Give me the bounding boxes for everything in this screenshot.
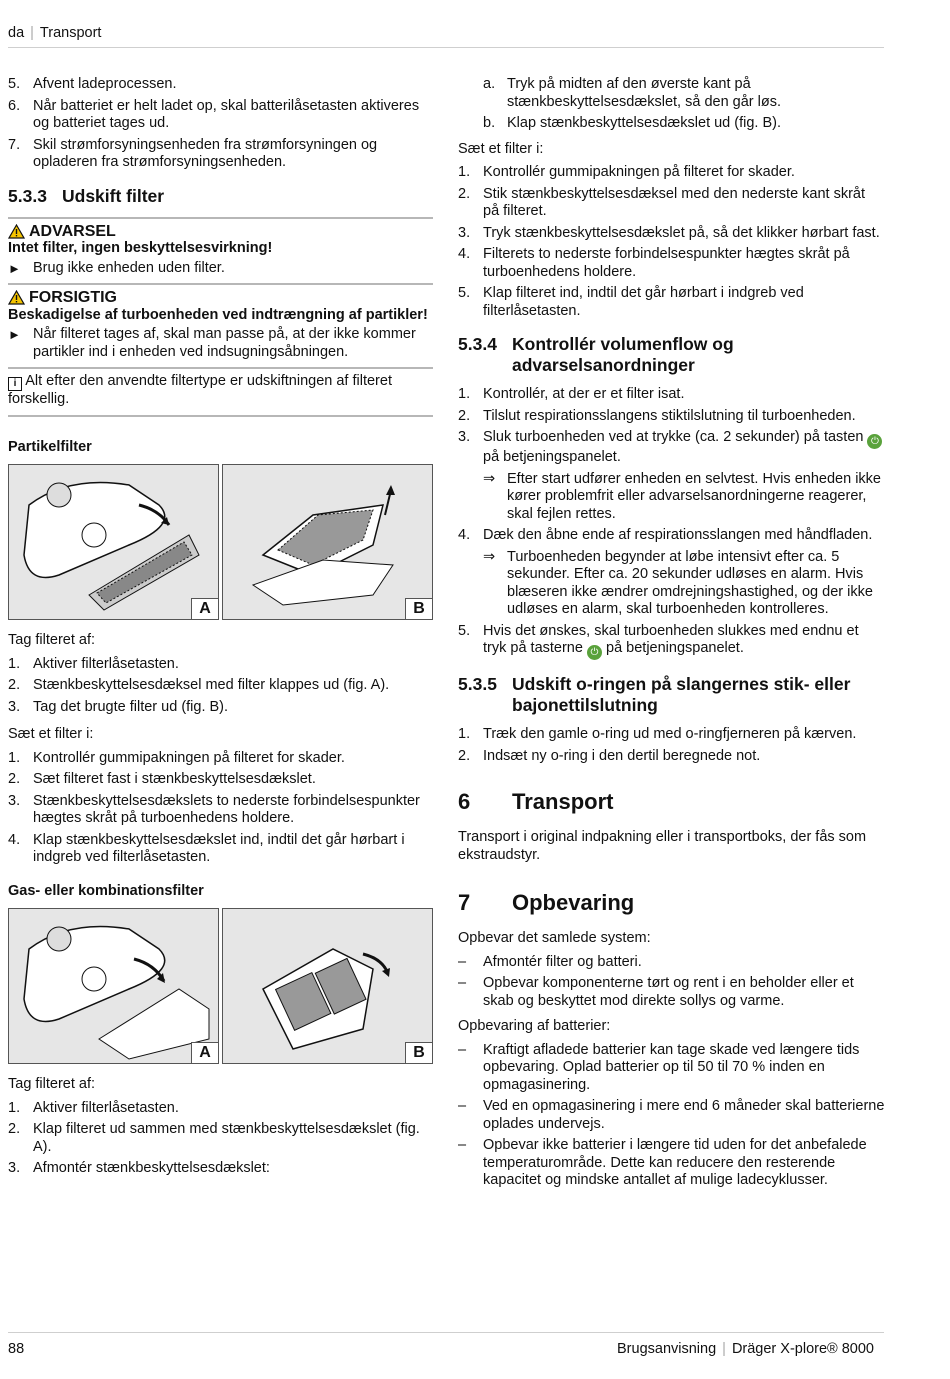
figure-label: A xyxy=(191,598,218,619)
list-item xyxy=(8,832,433,867)
section-heading-533 xyxy=(8,186,433,207)
paragraph: Sæt et filter i: xyxy=(458,140,544,157)
figure-a xyxy=(8,908,219,1064)
right-column xyxy=(458,76,885,1194)
item-number: 5. xyxy=(8,76,21,92)
caution-text: Beskadigelse af turboenheden ved indtrængning af partikler! xyxy=(8,306,428,323)
paragraph: Tag filteret af: xyxy=(8,632,96,648)
item-text-cont: på betjeningspanelet. xyxy=(606,640,744,656)
heading-number: 5.3.5 xyxy=(458,674,497,694)
item-number: 3. xyxy=(8,698,21,715)
heading-number: 5.3.4 xyxy=(458,334,497,354)
subsection-title: Partikelfilter xyxy=(8,438,92,455)
charge-steps xyxy=(8,76,433,172)
item-text-cont: på betjeningspanelet. xyxy=(483,449,621,465)
caution-box xyxy=(8,283,433,361)
arrow-icon: ► xyxy=(8,327,21,342)
item-number: 2. xyxy=(458,185,471,202)
item-text: Tag det brugte filter ud (fig. B). xyxy=(33,698,229,715)
result-item xyxy=(458,471,885,524)
list-item xyxy=(8,76,433,94)
illustration-remove-gas-cover xyxy=(223,909,433,1063)
item-text: Stænkbeskyttelsesdækslets to nederste forbindelsespunkter hægtes skråt på turboenhedens holdere. xyxy=(33,792,420,826)
result-arrow-icon: ⇒ xyxy=(483,548,496,565)
warning-triangle-icon xyxy=(8,290,25,305)
left-column xyxy=(8,76,433,1182)
heading-number: 6 xyxy=(458,789,471,814)
warning-box xyxy=(8,217,433,278)
item-number: 2. xyxy=(458,747,471,764)
item-text: Indsæt ny o-ring i den dertil beregnede not. xyxy=(483,747,761,764)
dash-item xyxy=(458,1137,885,1190)
item-letter: a. xyxy=(483,76,496,92)
footer-doc-info xyxy=(617,1341,874,1359)
list-item xyxy=(458,285,885,320)
heading-title: Kontrollér volumenflow og advarselsanordninger xyxy=(512,334,734,375)
item-text: Kraftigt afladede batterier kan tage skade ved længere tids opbevaring. Oplad batterier op til 50 til 70 % inden en opmagasinering. xyxy=(483,1041,860,1093)
result-text: Turboenheden begynder at løbe intensivt efter ca. 5 sekunder. Efter ca. 20 sekunder udløses en alarm. Hvis blæseren ikke ændrer omdrejningshastighed, og der ikke udløses en alarm, skal turboenheden kontrolleres. xyxy=(507,548,873,617)
item-text: Kontrollér gummipakningen på filteret for skader. xyxy=(483,164,795,180)
figure-a xyxy=(8,464,219,620)
item-text: Kontrollér gummipakningen på filteret for skader. xyxy=(33,749,345,766)
warning-title xyxy=(8,223,433,241)
list-item xyxy=(458,527,885,545)
warning-triangle-icon xyxy=(8,224,25,239)
heading-title: Udskift filter xyxy=(62,185,165,206)
item-text: Afvent ladeprocessen. xyxy=(33,76,177,92)
dash-bullet: – xyxy=(458,975,467,991)
instruction-text: Brug ikke enheden uden filter. xyxy=(33,259,225,276)
header-section: Transport xyxy=(39,25,102,41)
paragraph: Opbevaring af batterier: xyxy=(458,1018,611,1034)
item-text: Afmontér stænkbeskyttelsesdækslet: xyxy=(33,1160,270,1176)
figure-label: B xyxy=(405,1042,432,1063)
item-number: 4. xyxy=(8,831,21,848)
list-item xyxy=(8,1121,433,1156)
info-text: Alt efter den anvendte filtertype er udskiftningen af filteret forskellig. xyxy=(8,373,392,407)
item-text: Stik stænkbeskyttelsesdæksel med den nederste kant skråt på filteret. xyxy=(483,185,866,219)
header-lang: da xyxy=(8,25,25,41)
item-number: 6. xyxy=(8,97,21,114)
list-item xyxy=(8,656,433,674)
item-text: Afmontér filter og batteri. xyxy=(483,953,642,970)
footer-doc-title: Brugsanvisning xyxy=(617,1341,717,1357)
heading-title: Udskift o-ringen på slangernes stik- eller bajonettilslutning xyxy=(512,674,851,715)
dash-item xyxy=(458,1042,885,1095)
list-item xyxy=(8,699,433,717)
paragraph: Opbevar det samlede system: xyxy=(458,930,651,946)
caution-title xyxy=(8,289,433,307)
illustration-open-gas-filter xyxy=(9,909,219,1063)
item-text: Aktiver filterlåsetasten. xyxy=(33,655,179,672)
item-text: Klap stænkbeskyttelsesdækslet ind, indtil det går hørbart i indgreb ved filterlåsetasten. xyxy=(33,831,405,865)
item-number: 3. xyxy=(458,224,471,241)
sub-list-item xyxy=(458,76,885,111)
dash-bullet: – xyxy=(458,1098,467,1114)
item-number: 1. xyxy=(8,1099,21,1116)
chapter-heading-6 xyxy=(458,789,885,815)
item-text: Sluk turboenheden ved at trykke (ca. 2 sekunder) på tasten xyxy=(483,429,864,445)
list-item xyxy=(8,1100,433,1118)
list-item xyxy=(458,429,885,467)
caution-instruction xyxy=(8,326,433,361)
list-item xyxy=(8,771,433,789)
list-item xyxy=(458,164,885,182)
page-footer xyxy=(8,1332,884,1359)
item-number: 2. xyxy=(458,407,471,424)
figure-label: B xyxy=(405,598,432,619)
item-number: 4. xyxy=(458,246,471,262)
list-item xyxy=(8,1160,433,1178)
item-number: 1. xyxy=(8,749,21,766)
paragraph: Tag filteret af: xyxy=(8,1076,96,1092)
item-number: 4. xyxy=(458,527,471,543)
dash-bullet: – xyxy=(458,1137,467,1153)
dash-item xyxy=(458,954,885,972)
item-text: Tryk på midten af den øverste kant på stænkbeskyttelsesdækslet, så den går løs. xyxy=(507,76,782,110)
item-text: Kontrollér, at der er et filter isat. xyxy=(483,386,685,402)
item-text: Opbevar ikke batterier i længere tid uden for det anbefalede temperaturområde. Dette kan reducere den resterende kapacitet og mindske antallet af mulige ladecyklusser. xyxy=(483,1137,867,1188)
item-number: 1. xyxy=(8,655,21,672)
subsection-title: Gas- eller kombinationsfilter xyxy=(8,882,204,899)
figure-row-gas xyxy=(8,908,433,1064)
chapter-heading-7 xyxy=(458,890,885,916)
instruction-text: Når filteret tages af, skal man passe på, at der ikke kommer partikler ind i enheden ved indsugningsåbningen. xyxy=(33,326,416,360)
list-item xyxy=(458,386,885,404)
dash-item xyxy=(458,975,885,1010)
paragraph: Sæt et filter i: xyxy=(8,726,94,742)
info-box xyxy=(8,367,433,417)
warning-text: Intet filter, ingen beskyttelsesvirkning! xyxy=(8,240,273,256)
footer-product: Dräger X-plore® 8000 xyxy=(731,1341,874,1357)
item-text: Klap filteret ind, indtil det går hørbart i indgreb ved filterlåsetasten. xyxy=(483,285,804,319)
item-text: Filterets to nederste forbindelsespunkter hægtes skråt på turboenhedens holdere. xyxy=(483,246,850,280)
item-number: 5. xyxy=(458,285,471,301)
result-text: Efter start udfører enheden en selvtest. Hvis enheden ikke kører problemfrit eller advarselsanordningerne reagerer, skal fejlen rettes. xyxy=(507,470,881,522)
heading-number: 7 xyxy=(458,890,471,915)
item-number: 7. xyxy=(8,136,21,153)
dash-bullet: – xyxy=(458,953,467,970)
item-text: Når batteriet er helt ladet op, skal batterilåsetasten aktiveres og batteriet tages ud. xyxy=(33,97,420,131)
power-button-icon: ⏻ xyxy=(587,645,602,660)
list-item xyxy=(458,623,885,661)
heading-title: Opbevaring xyxy=(512,890,635,915)
list-item xyxy=(8,677,433,695)
item-text: Stænkbeskyttelsesdæksel med filter klappes ud (fig. A). xyxy=(33,677,390,693)
item-number: 2. xyxy=(8,677,21,693)
item-text: Klap stænkbeskyttelsesdækslet ud (fig. B). xyxy=(507,115,782,131)
item-text: Tryk stænkbeskyttelsesdækslet på, så det klikker hørbart fast. xyxy=(483,224,880,241)
item-text: Klap filteret ud sammen med stænkbeskyttelsesdækslet (fig. A). xyxy=(33,1121,420,1155)
item-text: Dæk den åbne ende af respirationsslangen med håndfladen. xyxy=(483,527,873,543)
list-item xyxy=(8,793,433,828)
item-number: 1. xyxy=(458,726,471,742)
header-separator: | xyxy=(30,25,34,41)
item-number: 3. xyxy=(8,792,21,809)
item-text: Opbevar komponenterne tørt og rent i en beholder eller et skab og beskyttet mod direkte sollys og varme. xyxy=(483,975,854,1009)
warning-instruction xyxy=(8,260,433,278)
page-number: 88 xyxy=(8,1341,25,1357)
page-header xyxy=(8,25,884,48)
list-item xyxy=(458,408,885,426)
dash-item xyxy=(458,1098,885,1133)
illustration-remove-filter xyxy=(223,465,433,619)
item-text: Skil strømforsyningsenheden fra strømforsyningen og opladeren fra strømforsyningsenheden. xyxy=(33,136,378,170)
figure-b xyxy=(222,908,433,1064)
paragraph: Transport i original indpakning eller i transportboks, der fås som ekstraudstyr. xyxy=(458,829,867,863)
list-item xyxy=(8,98,433,133)
item-letter: b. xyxy=(483,115,496,131)
result-arrow-icon: ⇒ xyxy=(483,470,496,487)
sub-list-item xyxy=(458,115,885,133)
item-text: Hvis det ønskes, skal turboenheden slukkes med endnu et tryk på tasterne xyxy=(483,622,859,656)
item-text: Sæt filteret fast i stænkbeskyttelsesdækslet. xyxy=(33,771,316,787)
list-item xyxy=(8,137,433,172)
section-heading-534 xyxy=(458,334,885,376)
item-text: Aktiver filterlåsetasten. xyxy=(33,1099,179,1116)
list-item xyxy=(458,186,885,221)
item-text: Tilslut respirationsslangens stiktilslutning til turboenheden. xyxy=(483,407,856,424)
heading-number: 5.3.3 xyxy=(8,185,47,206)
item-number: 1. xyxy=(458,386,471,402)
arrow-icon: ► xyxy=(8,260,21,276)
info-icon: i xyxy=(8,377,22,391)
warning-label: ADVARSEL xyxy=(29,222,116,240)
dash-bullet: – xyxy=(458,1041,467,1058)
figure-b xyxy=(222,464,433,620)
item-number: 5. xyxy=(458,622,471,639)
result-item xyxy=(458,549,885,619)
item-number: 2. xyxy=(8,1121,21,1137)
list-item xyxy=(458,246,885,281)
item-number: 3. xyxy=(458,429,471,445)
list-item xyxy=(458,748,885,766)
item-text: Ved en opmagasinering i mere end 6 måneder skal batterierne oplades undervejs. xyxy=(483,1098,885,1132)
illustration-open-cover xyxy=(9,465,219,619)
item-text: Træk den gamle o-ring ud med o-ringfjerneren på kærven. xyxy=(483,726,857,742)
footer-separator: | xyxy=(722,1341,726,1357)
figure-row-particle xyxy=(8,464,433,620)
caution-label: FORSIGTIG xyxy=(29,289,117,306)
item-number: 1. xyxy=(458,164,471,180)
list-item xyxy=(458,726,885,744)
heading-title: Transport xyxy=(512,789,614,814)
power-button-icon: ⏻ xyxy=(867,434,882,449)
figure-label: A xyxy=(191,1042,218,1063)
list-item xyxy=(458,225,885,243)
section-heading-535 xyxy=(458,674,885,716)
list-item xyxy=(8,750,433,768)
item-number: 3. xyxy=(8,1160,21,1176)
item-number: 2. xyxy=(8,771,21,787)
